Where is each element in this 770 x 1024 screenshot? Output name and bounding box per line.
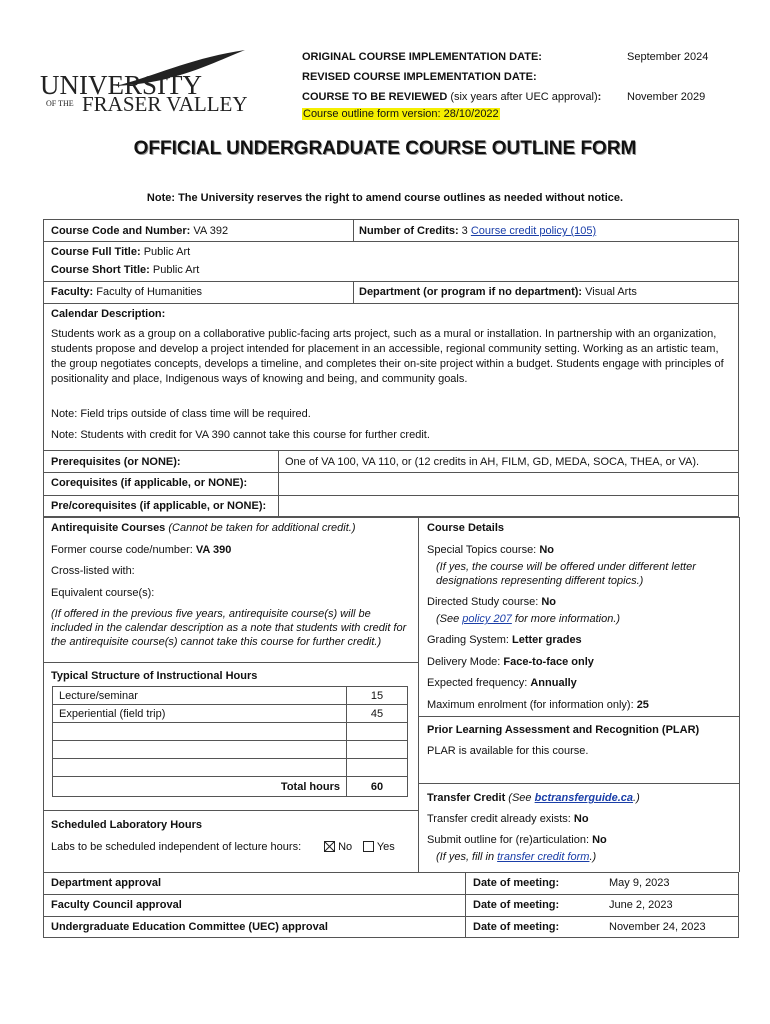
directed-study-value: No <box>541 596 557 608</box>
faculty <box>51 285 202 299</box>
directed-study-note <box>436 612 620 626</box>
credits-label: Number of Credits: <box>359 225 459 237</box>
dept-approval-date: May 9, 2023 <box>609 877 670 889</box>
transfer-credit-form-link[interactable]: transfer credit form <box>497 851 590 863</box>
submit-outline-value: No <box>592 834 607 846</box>
calendar-label: Calendar Description: <box>51 308 166 320</box>
total-hours-label: Total hours <box>53 777 347 797</box>
logo-of-the: OF THE <box>46 99 74 108</box>
special-topics <box>427 543 554 557</box>
details-label: Course Details <box>427 522 505 534</box>
review-value: November 2029 <box>627 91 706 103</box>
frequency-value: Annually <box>530 677 577 689</box>
hours-row-name: Experiential (field trip) <box>53 705 347 723</box>
lab-yes-option[interactable] <box>363 840 395 854</box>
review-label: COURSE TO BE REVIEWED <box>302 91 448 103</box>
hours-row <box>53 723 408 741</box>
special-topics-note: (If yes, the course will be offered under different letter designations representing different topics.) <box>436 561 696 587</box>
special-topics-label: Special Topics course: <box>427 544 540 556</box>
hours-row-name <box>53 723 347 741</box>
lab-question: Labs to be scheduled independent of lecture hours: <box>51 841 302 853</box>
max-enrolment <box>427 698 649 712</box>
disclaimer-note: Note: The University reserves the right to amend course outlines as needed without notice. <box>146 192 624 204</box>
submit-note-post: .) <box>589 851 597 863</box>
faculty-value: Faculty of Humanities <box>93 286 203 298</box>
short-title <box>51 263 199 277</box>
submit-outline <box>427 833 607 847</box>
transfer-exists-label: Transfer credit already exists: <box>427 813 574 825</box>
uec-approval-date: November 24, 2023 <box>609 921 706 933</box>
credits <box>359 224 596 238</box>
lab-no-label: No <box>338 841 353 853</box>
grading-value: Letter grades <box>511 634 582 646</box>
hours-row-value <box>347 723 408 741</box>
department-value: Visual Arts <box>582 286 637 298</box>
prereq-label: Prerequisites (or NONE): <box>51 456 181 468</box>
review-row <box>302 91 601 103</box>
faculty-approval-label: Faculty Council approval <box>51 899 182 911</box>
hours-label: Typical Structure of Instructional Hours <box>51 670 258 682</box>
course-code <box>51 224 228 238</box>
credit-policy-link[interactable]: Course credit policy (105) <box>470 225 597 237</box>
course-code-label: Course Code and Number: <box>51 225 191 237</box>
calendar-description: Students work as a group on a collaborative public-facing arts project, such as a mural or installation. In partnership with an organization, students propose and develop a project intended for placement in an accessible, regional community setting. Working as an artistic team, the group negotiates concepts, develops a timeline, and completes their on-site project within a budget. Students engage with principles of positionality and place, Indigenous ways of knowing and being, and community goals. <box>51 328 724 385</box>
precoreq-label: Pre/corequisites (if applicable, or NONE): <box>51 500 267 512</box>
logo-fraser-valley: FRASER VALLEY <box>82 92 248 116</box>
antireq-label: Antirequisite Courses <box>51 522 166 534</box>
dept-approval-label: Department approval <box>51 877 162 889</box>
review-note: (six years after UEC approval) <box>447 91 598 103</box>
plar-text: PLAR is available for this course. <box>427 745 589 757</box>
total-hours-value: 60 <box>347 777 408 797</box>
frequency-label: Expected frequency: <box>427 677 531 689</box>
submit-outline-label: Submit outline for (re)articulation: <box>427 834 593 846</box>
bctransferguide-link[interactable]: bctransferguide.ca <box>534 792 634 804</box>
grading-label: Grading System: <box>427 634 512 646</box>
hours-row-name <box>53 741 347 759</box>
checked-box-icon[interactable] <box>324 841 335 852</box>
former-code-label: Former course code/number: <box>51 544 196 556</box>
policy-207-link[interactable]: policy 207 <box>462 613 512 625</box>
hours-row-value: 45 <box>347 705 408 723</box>
uec-approval-date-label: Date of meeting: <box>473 921 560 933</box>
hours-row <box>53 687 408 705</box>
faculty-approval-date-label: Date of meeting: <box>473 899 560 911</box>
hours-row-value <box>347 759 408 777</box>
page-title: OFFICIAL UNDERGRADUATE COURSE OUTLINE FORM <box>133 138 637 159</box>
transfer-note-post: .) <box>633 792 640 804</box>
antireq-italic-note: (If offered in the previous five years, antirequisite course(s) will be included in the calendar description as a note that students with credit for the antirequisite course(s) cannot take this course for further credit.) <box>51 608 407 648</box>
department <box>359 285 637 299</box>
course-code-value: VA 392 <box>190 225 229 237</box>
directed-note-post: for more information.) <box>511 613 621 625</box>
logo-university: UNIVERSITY <box>40 70 202 100</box>
former-code-value: VA 390 <box>195 544 232 556</box>
lab-label: Scheduled Laboratory Hours <box>51 819 202 831</box>
department-label: Department (or program if no department): <box>359 286 583 298</box>
full-title <box>51 245 190 259</box>
short-title-label: Course Short Title: <box>51 264 150 276</box>
prereq-value: One of VA 100, VA 110, or (12 credits in AH, FILM, GD, MEDA, SOCA, THEA, or VA). <box>285 456 700 468</box>
hours-row-value: 15 <box>347 687 408 705</box>
transfer-exists-value: No <box>573 813 589 825</box>
hours-row-value <box>347 741 408 759</box>
full-title-value: Public Art <box>140 246 191 258</box>
plar-label: Prior Learning Assessment and Recognition (PLAR) <box>427 724 700 736</box>
field-trip-note: Note: Field trips outside of class time will be required. <box>51 408 311 420</box>
former-code <box>51 543 231 557</box>
transfer-credit <box>427 791 640 805</box>
transfer-note-pre: (See <box>505 792 535 804</box>
uec-approval-label: Undergraduate Education Committee (UEC) approval <box>51 921 328 933</box>
hours-row <box>53 741 408 759</box>
revised-date-label: REVISED COURSE IMPLEMENTATION DATE: <box>302 71 537 83</box>
directed-study <box>427 595 556 609</box>
hours-row <box>53 759 408 777</box>
original-date-value: September 2024 <box>627 51 709 63</box>
submit-note-pre: (If yes, fill in <box>436 851 498 863</box>
transfer-exists <box>427 812 589 826</box>
form-version: Course outline form version: 28/10/2022 <box>303 108 499 120</box>
delivery-label: Delivery Mode: <box>427 656 504 668</box>
hours-total-row <box>53 777 408 797</box>
short-title-value: Public Art <box>149 264 200 276</box>
university-logo <box>40 48 250 120</box>
lab-yes-label: Yes <box>376 841 395 853</box>
faculty-approval-date: June 2, 2023 <box>609 899 673 911</box>
submit-outline-note <box>436 850 596 864</box>
antireq-heading <box>51 521 355 535</box>
hours-table <box>52 686 408 797</box>
hours-row-name <box>53 759 347 777</box>
credits-value: 3 <box>458 225 471 237</box>
dept-approval-date-label: Date of meeting: <box>473 877 560 889</box>
faculty-label: Faculty: <box>51 286 94 298</box>
cross-listed-label: Cross-listed with: <box>51 565 135 577</box>
lab-no-option[interactable] <box>324 840 352 854</box>
hours-row-name: Lecture/seminar <box>53 687 347 705</box>
equivalent-label: Equivalent course(s): <box>51 587 155 599</box>
delivery-mode <box>427 655 594 669</box>
special-topics-value: No <box>539 544 554 556</box>
grading-system <box>427 633 582 647</box>
expected-frequency <box>427 676 577 690</box>
credit-note: Note: Students with credit for VA 390 cannot take this course for further credit. <box>51 429 430 441</box>
max-enrolment-label: Maximum enrolment (for information only): <box>427 699 637 711</box>
unchecked-box-icon[interactable] <box>363 841 374 852</box>
review-colon: : <box>597 91 602 103</box>
directed-study-label: Directed Study course: <box>427 596 542 608</box>
directed-note-pre: (See <box>436 613 463 625</box>
delivery-value: Face-to-face only <box>503 656 594 668</box>
original-date-label: ORIGINAL COURSE IMPLEMENTATION DATE: <box>302 51 542 63</box>
transfer-label: Transfer Credit <box>427 792 506 804</box>
max-enrolment-value: 25 <box>636 699 649 711</box>
coreq-label: Corequisites (if applicable, or NONE): <box>51 477 248 489</box>
antireq-note: (Cannot be taken for additional credit.) <box>165 522 356 534</box>
hours-row <box>53 705 408 723</box>
full-title-label: Course Full Title: <box>51 246 141 258</box>
